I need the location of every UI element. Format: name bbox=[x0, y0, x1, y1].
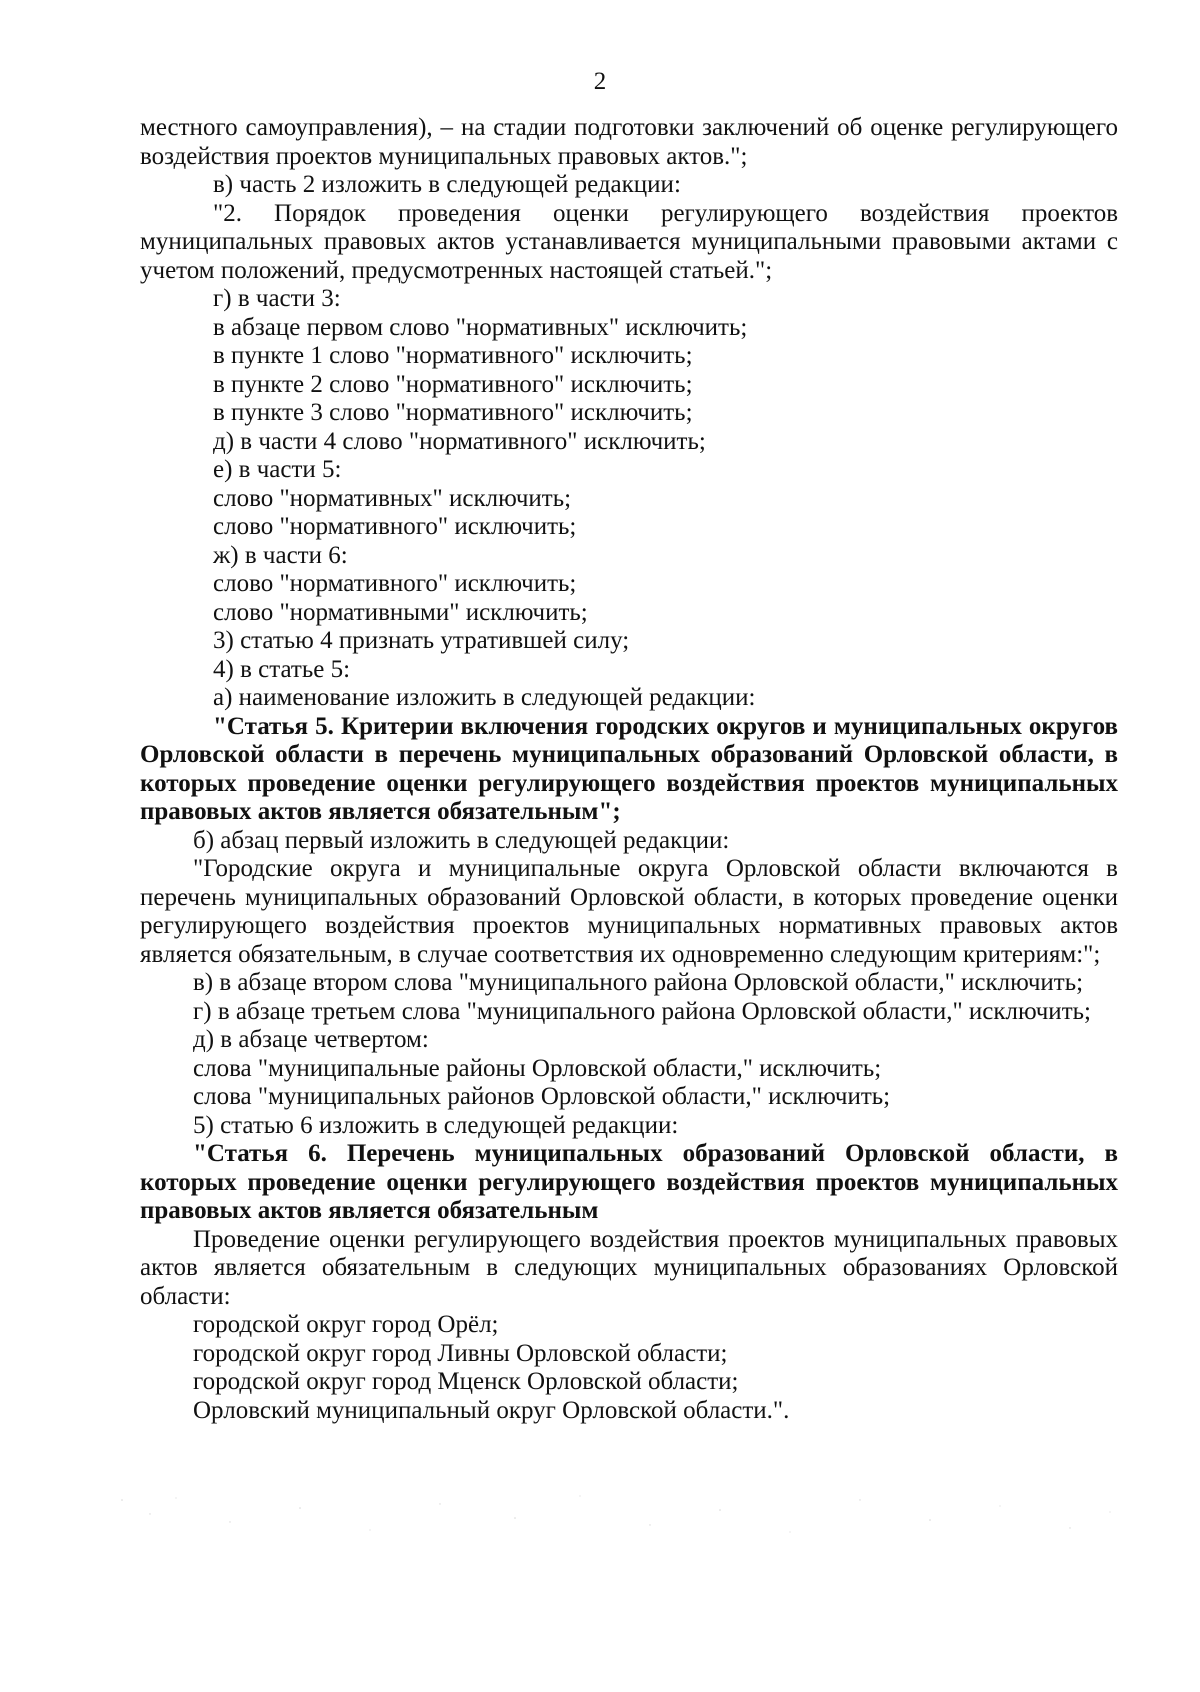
amendment-line: слово "нормативного" исключить; bbox=[213, 570, 577, 597]
amendment-item-v2: в) в абзаце втором слова "муниципального района Орловской области," исключить; bbox=[193, 969, 1084, 996]
amendment-line: в пункте 1 слово "нормативного" исключить; bbox=[213, 342, 693, 369]
article-6-paragraph: Проведение оценки регулирующего воздействия проектов муниципальных правовых актов является обязательным в следующих муниципальных образованиях Орловской области: bbox=[140, 1225, 1118, 1310]
amendment-item-g2: г) в абзаце третьем слова "муниципального района Орловской области," исключить; bbox=[193, 997, 1091, 1025]
amendment-item-e: е) в части 5: bbox=[213, 456, 342, 483]
amendment-line: в абзаце первом слово "нормативных" исключить; bbox=[213, 313, 748, 341]
paragraph-continuation: местного самоуправления), – на стадии подготовки заключений об оценке регулирующего воздействия проектов муниципальных правовых актов."; bbox=[140, 114, 1118, 170]
amendment-line: в пункте 2 слово "нормативного" исключить; bbox=[213, 370, 693, 398]
article-6-heading: "Статья 6. Перечень муниципальных образований Орловской области, в которых проведение оценки регулирующего воздействия проектов муниципальных правовых актов является обязательным bbox=[140, 1140, 1118, 1224]
amendment-item-g: г) в части 3: bbox=[213, 285, 341, 312]
amendment-line: слово "нормативными" исключить; bbox=[213, 598, 588, 626]
amendment-item-a: а) наименование изложить в следующей редакции: bbox=[213, 684, 756, 711]
amendment-item-d: д) в части 4 слово "нормативного" исключить; bbox=[213, 427, 706, 455]
scan-noise bbox=[110, 1470, 1130, 1570]
amendment-item-5: 5) статью 6 изложить в следующей редакции: bbox=[193, 1111, 679, 1139]
municipality-list-item: городской округ город Ливны Орловской области; bbox=[193, 1339, 728, 1367]
amendment-line: в пункте 3 слово "нормативного" исключить; bbox=[213, 399, 693, 426]
amendment-line: слова "муниципальные районы Орловской области," исключить; bbox=[193, 1054, 882, 1082]
article-5-first-paragraph: "Городские округа и муниципальные округа Орловской области включаются в перечень муниципальных образований Орловской области, в которых проведение оценки регулирующего воздействия проектов муниципальных нормативных правовых актов является обязательным, в случае соответствия их одновременно следующим критериям:"; bbox=[140, 855, 1118, 968]
amendment-item-4: 4) в статье 5: bbox=[213, 655, 351, 683]
amendment-item-b: б) абзац первый изложить в следующей редакции: bbox=[193, 826, 730, 854]
amendment-line: слова "муниципальных районов Орловской области," исключить; bbox=[193, 1083, 891, 1110]
amendment-line: слово "нормативных" исключить; bbox=[213, 484, 572, 512]
amendment-item-3: 3) статью 4 признать утратившей силу; bbox=[213, 627, 630, 654]
amendment-item-zh: ж) в части 6: bbox=[213, 541, 348, 569]
page-number: 2 bbox=[593, 68, 607, 95]
municipality-list-item: городской округ город Мценск Орловской области; bbox=[193, 1368, 739, 1395]
municipality-list-item: городской округ город Орёл; bbox=[193, 1311, 499, 1338]
article-5-heading: "Статья 5. Критерии включения городских округов и муниципальных округов Орловской области в перечень муниципальных образований Орловской области, в которых проведение оценки регулирующего воздействия проектов муниципальных правовых актов является обязательным"; bbox=[140, 712, 1118, 825]
municipality-list-item: Орловский муниципальный округ Орловской области.". bbox=[193, 1396, 790, 1424]
amendment-item-d2: д) в абзаце четвертом: bbox=[193, 1026, 429, 1053]
amendment-line: слово "нормативного" исключить; bbox=[213, 513, 577, 540]
amendment-quote-part-2: "2. Порядок проведения оценки регулирующего воздействия проектов муниципальных правовых актов устанавливается муниципальными правовыми актами с учетом положений, предусмотренных настоящей статьей."; bbox=[140, 199, 1118, 284]
document-body bbox=[140, 114, 1118, 1425]
amendment-item-v: в) часть 2 изложить в следующей редакции: bbox=[213, 171, 681, 198]
